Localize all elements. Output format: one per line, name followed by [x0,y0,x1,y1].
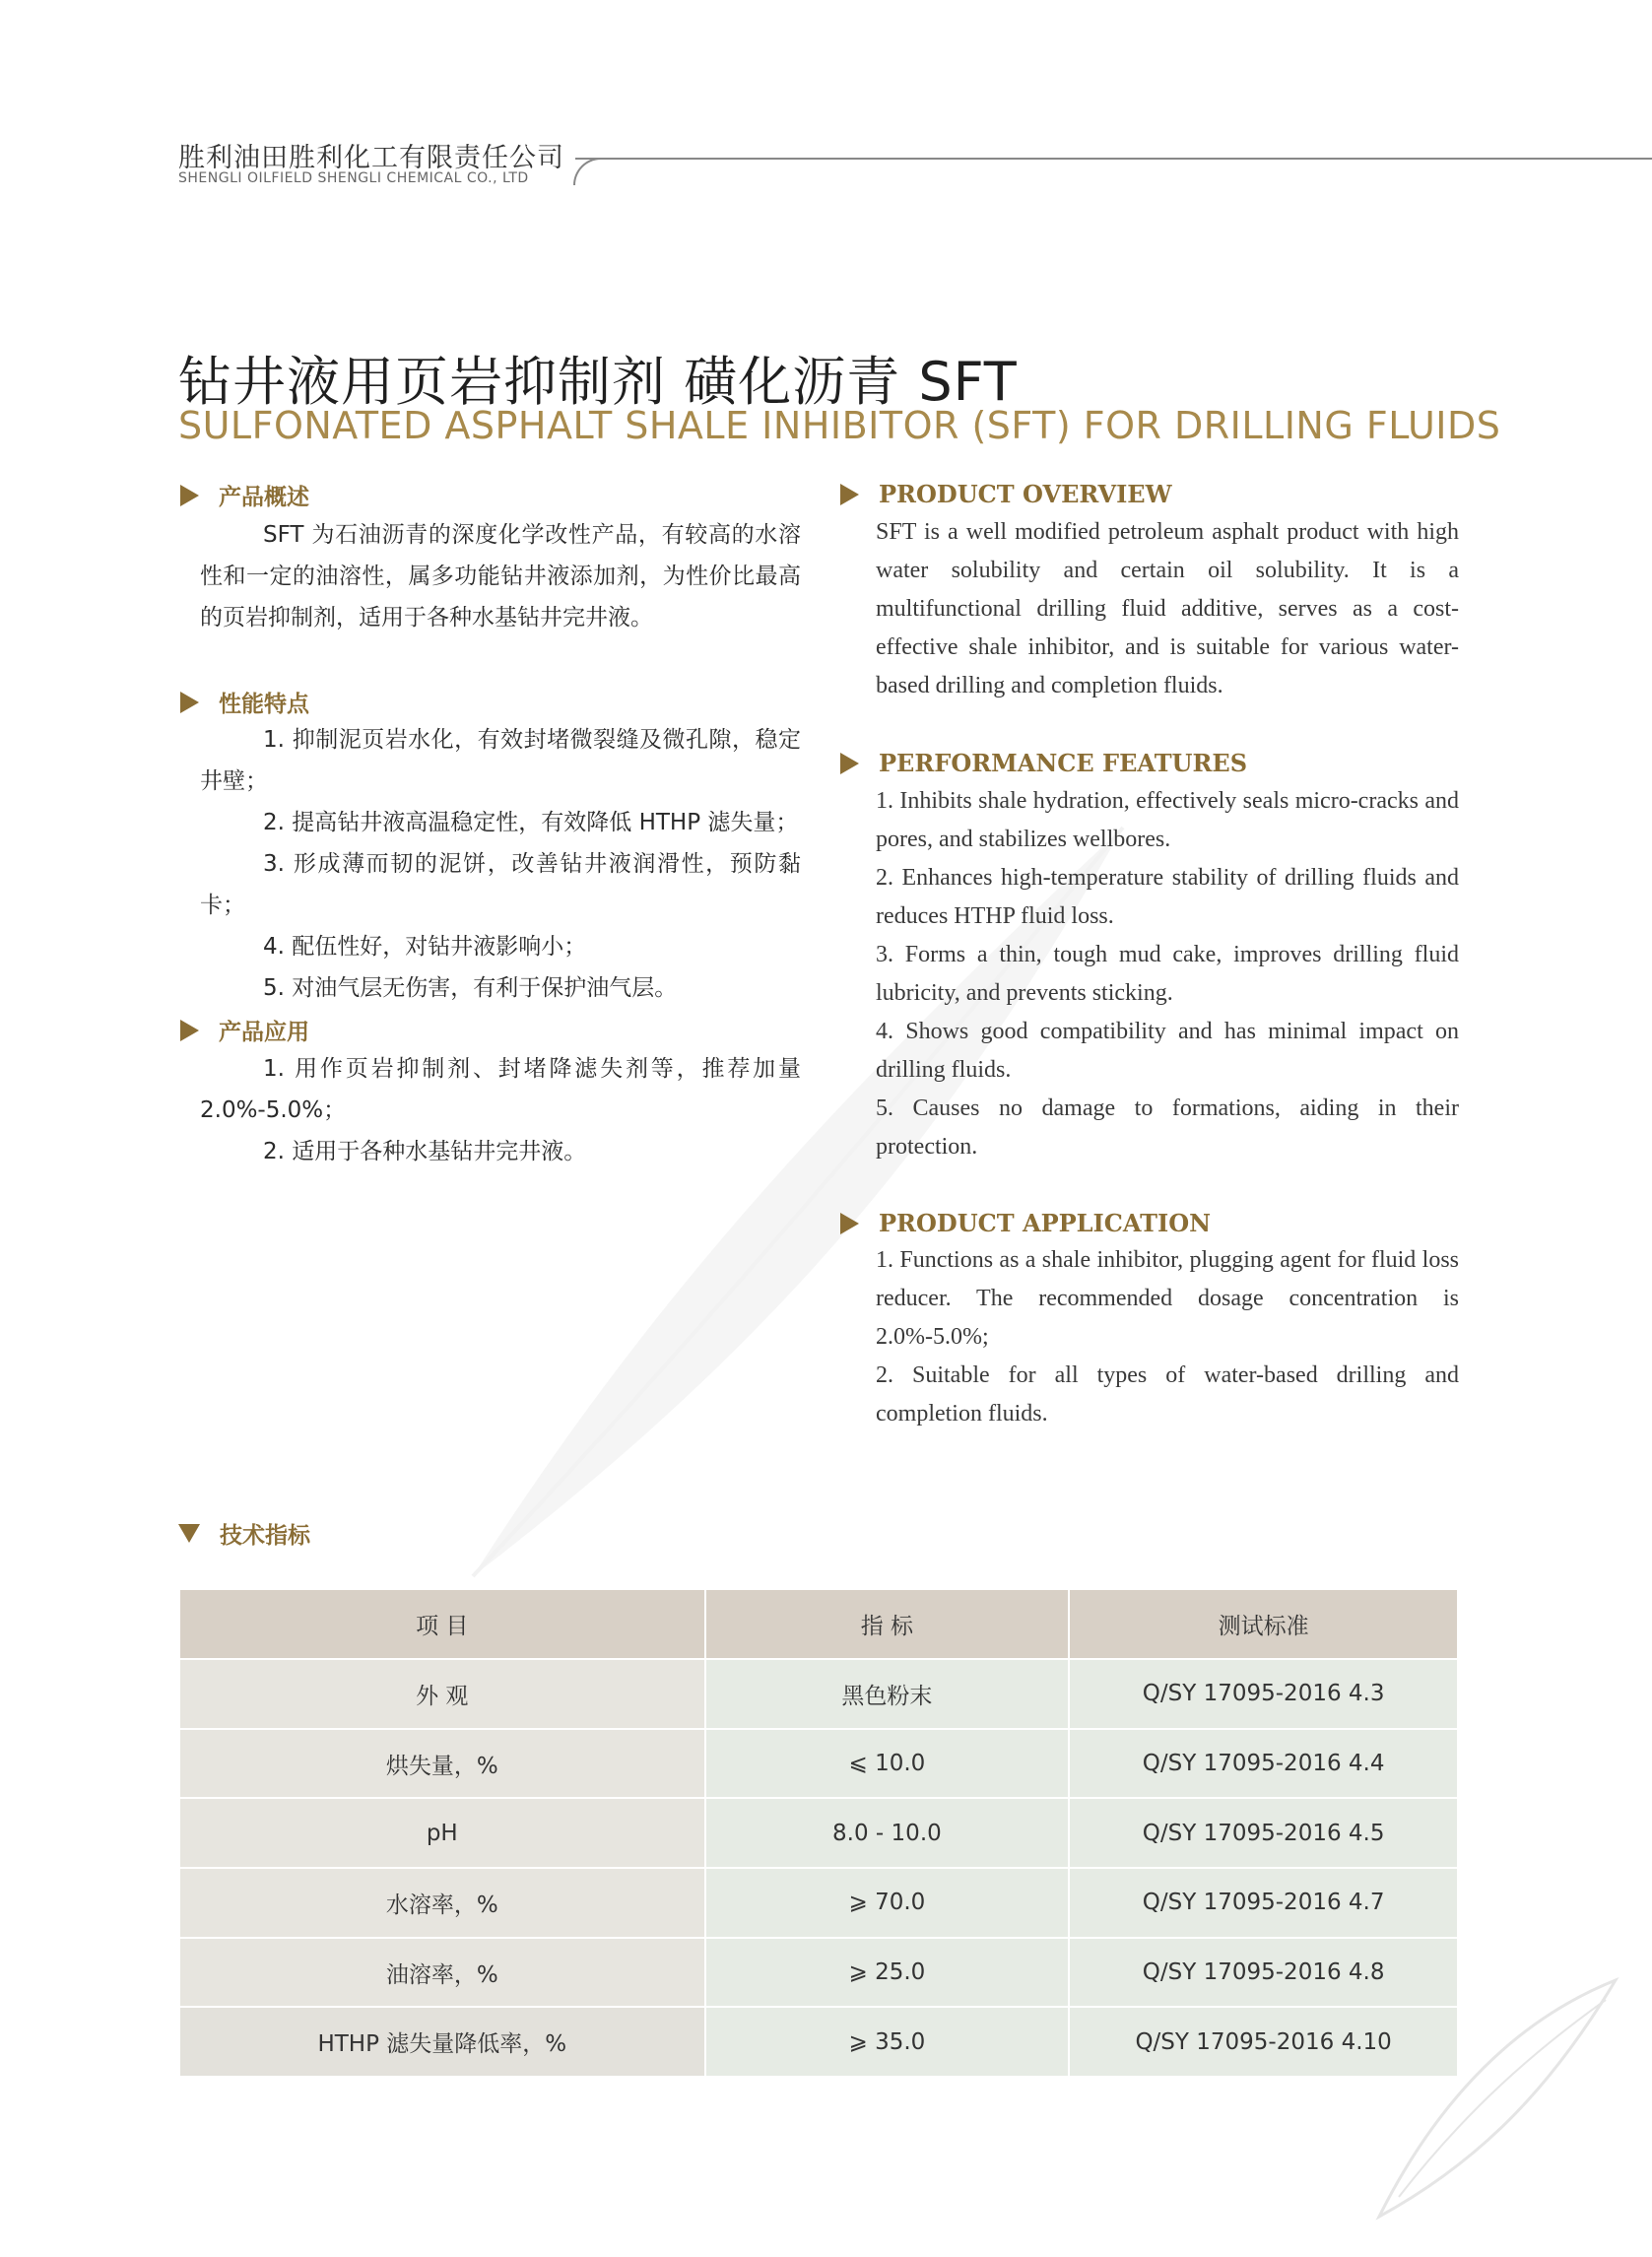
table-row [180,1938,1458,2008]
section-heading-features-cn [180,686,309,718]
company-name-cn: 胜利油田胜利化工有限责任公司 [178,143,564,173]
triangle-bullet-icon [840,484,859,505]
table-cell: Q/SY 17095-2016 4.10 [1069,2007,1458,2077]
section-heading-overview-cn [180,479,309,511]
section-heading-features-en [840,749,1247,777]
table-row [180,1729,1458,1799]
list-item: 2. Suitable for all types of water-based drilling and completion fluids. [876,1362,1459,1427]
list-item: 2. Enhances high-temperature stability of drilling fluids and reduces HTHP fluid loss. [876,865,1459,929]
section-heading-overview-en [840,480,1172,508]
section-heading-label: 产品概述 [219,485,309,510]
paragraph: SFT is a well modified petroleum asphalt product with high water solubility and certain oil solubility. It is a multifunctional drilling fluid additive, serves as a cost-effective shale inhibitor, and is suitable for various water-based drilling and completion fluids. [876,519,1459,698]
page-title-cn: 钻井液用页岩抑制剂 磺化沥青 SFT [178,351,1018,413]
list-item: 3. 形成薄而韧的泥饼，改善钻井液润滑性，预防黏卡； [200,851,801,918]
application-text-en [876,1241,1459,1433]
overview-text-en [876,513,1459,705]
header-divider-curve [573,158,603,185]
section-heading-application-en [840,1209,1211,1237]
tech-specs-table [180,1590,1459,2078]
features-text-cn [200,719,801,1009]
table-cell: 水溶率，% [180,1868,705,1938]
table-cell: ⩾ 25.0 [705,1938,1070,2008]
table-cell: HTHP 滤失量降低率，% [180,2007,705,2077]
list-item: 1. Inhibits shale hydration, effectively seals micro-cracks and pores, and stabilizes wellbores. [876,788,1459,852]
table-cell: Q/SY 17095-2016 4.7 [1069,1868,1458,1938]
section-heading-label: PERFORMANCE FEATURES [879,749,1248,777]
list-item: 1. 用作页岩抑制剂、封堵降滤失剂等，推荐加量 2.0%-5.0%； [200,1056,801,1123]
triangle-bullet-icon [840,1213,859,1234]
application-text-cn [200,1048,801,1172]
table-row [180,1659,1458,1729]
table-header-row [180,1590,1458,1659]
column-header: 测试标准 [1069,1590,1458,1659]
company-name-en: SHENGLI OILFIELD SHENGLI CHEMICAL CO., LTD [178,170,529,186]
triangle-down-bullet-icon [178,1524,200,1543]
section-heading-label: 技术指标 [220,1523,310,1549]
list-item: 4. Shows good compatibility and has minimal impact on drilling fluids. [876,1019,1459,1083]
list-item: 4. 配伍性好，对钻井液影响小； [263,934,587,960]
company-logo-watermark-icon [1359,1960,1635,2236]
column-header: 项 目 [180,1590,705,1659]
table-cell: Q/SY 17095-2016 4.5 [1069,1798,1458,1868]
list-item: 5. 对油气层无伤害，有利于保护油气层。 [263,975,678,1001]
list-item: 1. Functions as a shale inhibitor, plugging agent for fluid loss reducer. The recommended dosage concentration is 2.0%-5.0%; [876,1247,1459,1350]
table-cell: 8.0 - 10.0 [705,1798,1070,1868]
table-cell: Q/SY 17095-2016 4.3 [1069,1659,1458,1729]
table-cell: 烘失量，% [180,1729,705,1799]
page-title-en: SULFONATED ASPHALT SHALE INHIBITOR (SFT) FOR DRILLING FLUIDS [178,404,1501,447]
table-row [180,1868,1458,1938]
paragraph: SFT 为石油沥青的深度化学改性产品，有较高的水溶性和一定的油溶性，属多功能钻井液添加剂，为性价比最高的页岩抑制剂，适用于各种水基钻井完井液。 [200,522,801,631]
table-cell: ⩽ 10.0 [705,1729,1070,1799]
table-cell: ⩾ 35.0 [705,2007,1070,2077]
table-cell: ⩾ 70.0 [705,1868,1070,1938]
triangle-bullet-icon [180,485,199,506]
header-divider-line [575,158,1652,160]
section-heading-application-cn [180,1014,309,1046]
table-cell: 黑色粉末 [705,1659,1070,1729]
list-item: 5. Causes no damage to formations, aiding in their protection. [876,1095,1459,1160]
overview-text-cn [200,514,801,638]
table-cell: Q/SY 17095-2016 4.4 [1069,1729,1458,1799]
triangle-bullet-icon [180,1020,199,1041]
table-cell: pH [180,1798,705,1868]
features-text-en [876,782,1459,1166]
section-heading-label: 性能特点 [219,692,309,717]
table-row [180,2007,1458,2077]
list-item: 3. Forms a thin, tough mud cake, improves drilling fluid lubricity, and prevents sticking. [876,942,1459,1006]
triangle-bullet-icon [180,692,199,713]
list-item: 2. 适用于各种水基钻井完井液。 [263,1139,587,1164]
table-cell: Q/SY 17095-2016 4.8 [1069,1938,1458,2008]
table-cell: 外 观 [180,1659,705,1729]
table-row [180,1798,1458,1868]
section-heading-tech-specs [178,1517,310,1550]
list-item: 1. 抑制泥页岩水化，有效封堵微裂缝及微孔隙，稳定井壁； [200,727,801,794]
section-heading-label: 产品应用 [219,1020,309,1045]
section-heading-label: PRODUCT OVERVIEW [879,480,1172,508]
section-heading-label: PRODUCT APPLICATION [879,1209,1212,1237]
column-header: 指 标 [705,1590,1070,1659]
triangle-bullet-icon [840,753,859,774]
table-cell: 油溶率，% [180,1938,705,2008]
list-item: 2. 提高钻井液高温稳定性，有效降低 HTHP 滤失量； [263,810,799,835]
